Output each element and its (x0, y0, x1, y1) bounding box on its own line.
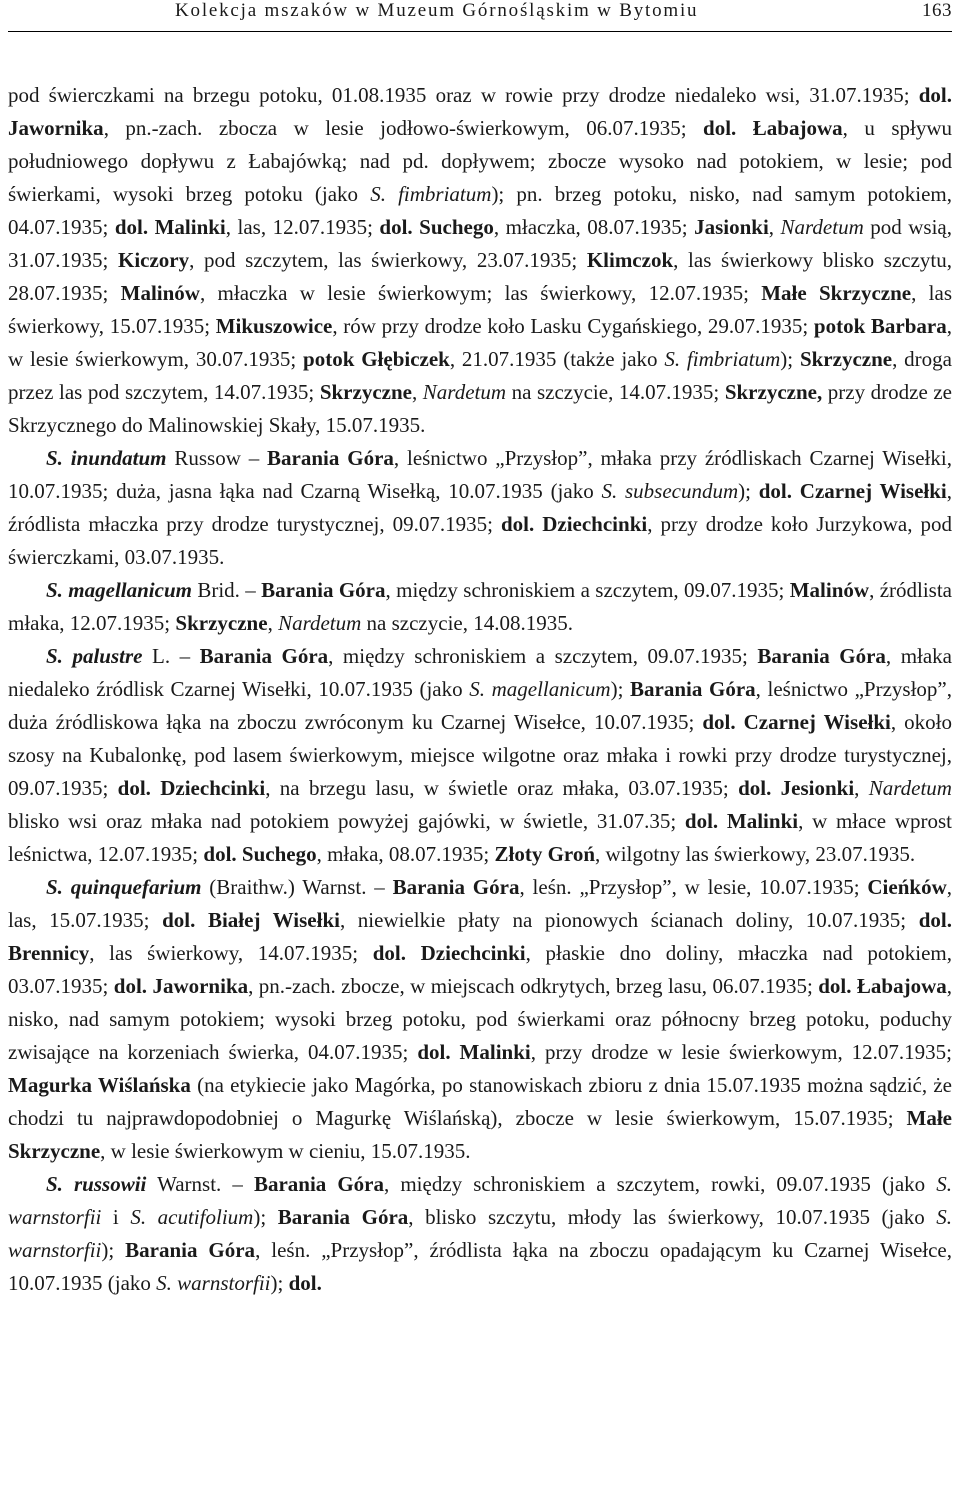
paragraph-s-magellanicum (8, 574, 952, 640)
text-run: , pn.-zach. zbocza w lesie jodłowo-świerkowym, 06.07.1935; (103, 116, 704, 140)
bold-run: Małe Skrzyczne (8, 1106, 952, 1163)
bold-run: dol. (288, 1271, 322, 1295)
bold-run: dol. Łabajowa (818, 974, 947, 998)
italic-run: Nardetum (422, 380, 507, 404)
bold-run: dol. Suchego (203, 842, 317, 866)
text-run: ); (610, 677, 631, 701)
text-run: przy drodze ze Skrzycznego do Malinowskiej Skały, 15.07.1935. (8, 380, 953, 437)
text-run: , między schroniskiem a szczytem, rowki, 09.07.1935 (jako (384, 1172, 937, 1196)
italic-run: S. warnstorfii (156, 1271, 271, 1295)
species-name: S. russowii (46, 1172, 147, 1196)
bold-run: Barania Góra (253, 1172, 385, 1196)
text-run: , droga przez las pod szczytem, 14.07.1935; (8, 347, 952, 404)
bold-run: Barania Góra (392, 875, 520, 899)
paragraph-s-quinquefarium (8, 871, 952, 1168)
paragraph-continuation (8, 79, 952, 442)
italic-run: S. warnstorfii (8, 1205, 953, 1262)
bold-run: Skrzyczne (799, 347, 893, 371)
bold-run: dol. Dziechcinki (117, 776, 266, 800)
species-name: S. palustre (46, 644, 143, 668)
text-run: , przy drodze w lesie świerkowym, 12.07.1935; (530, 1040, 952, 1064)
text-run: , młaczka w lesie świerkowym; las świerkowy, 12.07.1935; (199, 281, 762, 305)
bold-run: dol. Malinki (114, 215, 226, 239)
bold-run: Barania Góra (277, 1205, 409, 1229)
italic-run: Nardetum (868, 776, 952, 800)
bold-run: Złoty Groń (494, 842, 596, 866)
text-run: , nisko, nad samym potokiem; wysoki brzeg potoku, pod świerkami oraz północny brzeg potoku, poduchy zwisające na korzeniach świerka, 04.07.1935; (8, 974, 953, 1064)
text-run: , przy drodze koło Jurzykowa, pod świerczkami, 03.07.1935. (8, 512, 952, 569)
text-run: , blisko szczytu, młody las świerkowy, 10.07.1935 (jako (408, 1205, 937, 1229)
italic-run: S. fimbriatum (664, 347, 781, 371)
text-run: , źródlista młaczka przy drodze turystycznej, 09.07.1935; (8, 479, 953, 536)
running-title: Kolekcja mszaków w Muzeum Górnośląskim w Bytomiu (175, 0, 699, 21)
text-run: , rów przy drodze koło Lasku Cygańskiego, 29.07.1935; (332, 314, 814, 338)
text-run: , młaczka, 08.07.1935; (493, 215, 695, 239)
text-run: na szczycie, 14.07.1935; (506, 380, 725, 404)
text-run: , pod szczytem, las świerkowy, 23.07.1935; (189, 248, 587, 272)
bold-run: Jasionki (694, 215, 769, 239)
text-run: blisko wsi oraz młaka nad potokiem powyżej gajówki, w świetle, 31.07.35; (8, 809, 685, 833)
text-run: , las świerkowy blisko szczytu, 28.07.1935; (8, 248, 952, 305)
bold-run: dol. Jawornika (113, 974, 249, 998)
text-run: , młaka, 08.07.1935; (316, 842, 495, 866)
text-run: , między schroniskiem a szczytem, 09.07.1935; (328, 644, 758, 668)
paragraph-s-inundatum (8, 442, 952, 574)
italic-run: S. subsecundum (601, 479, 739, 503)
bold-run: Barania Góra (199, 644, 329, 668)
bold-run: dol. Czarnej Wisełki (702, 710, 891, 734)
text-run: , (411, 380, 423, 404)
text-run: , w lesie świerkowym, 30.07.1935; (8, 314, 952, 371)
species-name: S. inundatum (46, 446, 167, 470)
bold-run: dol. Dziechcinki (372, 941, 526, 965)
italic-run: S. fimbriatum (370, 182, 492, 206)
text-run: , leśn. „Przysłop”, w lesie, 10.07.1935; (519, 875, 868, 899)
text-run: na szczycie, 14.08.1935. (361, 611, 573, 635)
bold-run: dol. Brennicy (8, 908, 953, 965)
bold-run: Klimczok (586, 248, 674, 272)
text-run: , u spływu południowego dopływu z Łabajówką; nad pd. dopływem; zbocze wysoko nad potokiem, w lesie; pod świerkami, wysoki brzeg potoku (jako (8, 116, 952, 206)
text-run: , las, 15.07.1935; (8, 875, 952, 932)
text-run: , młaka niedaleko źródlisk Czarnej Wisełki, 10.07.1935 (jako (8, 644, 953, 701)
bold-run: Skrzyczne, (724, 380, 823, 404)
italic-run: S. acutifolium (130, 1205, 254, 1229)
text-run: , na brzegu lasu, w świetle oraz młaka, 03.07.1935; (265, 776, 739, 800)
text-run: , 21.07.1935 (także jako (449, 347, 665, 371)
bold-run: potok Barbara (813, 314, 947, 338)
text-run: Warnst. – (146, 1172, 254, 1196)
bold-run: dol. Jesionki (738, 776, 855, 800)
body-text (8, 79, 952, 1300)
text-run: pod wsią, 31.07.1935; (8, 215, 952, 272)
text-run: (Braithw.) Warnst. – (201, 875, 393, 899)
text-run: , między schroniskiem a szczytem, 09.07.1935; (385, 578, 790, 602)
bold-run: Malinów (789, 578, 870, 602)
text-run: , leśnictwo „Przysłop”, duża źródliskowa łąka na zboczu zwróconym ku Czarnej Wisełce, 10.07.1935; (8, 677, 953, 734)
bold-run: Skrzyczne (319, 380, 412, 404)
bold-run: Barania Góra (261, 578, 386, 602)
paragraph-s-russowii (8, 1168, 952, 1300)
running-header (0, 0, 960, 34)
text-run: , las, 12.07.1935; (225, 215, 380, 239)
text-run: , las świerkowy, 14.07.1935; (89, 941, 373, 965)
text-run: ); (270, 1271, 289, 1295)
bold-run: dol. Łabajowa (703, 116, 843, 140)
text-run: ); (101, 1238, 126, 1262)
bold-run: Barania Góra (267, 446, 394, 470)
bold-run: Cieńków (867, 875, 947, 899)
text-run: ); (253, 1205, 278, 1229)
text-run: pod świerczkami na brzegu potoku, 01.08.1935 oraz w rowie przy drodze niedaleko wsi, 31.07.1935; (8, 83, 919, 107)
bold-run: Skrzyczne (175, 611, 268, 635)
page-number: 163 (922, 0, 952, 21)
text-run: Brid. – (191, 578, 262, 602)
bold-run: Małe Skrzyczne (761, 281, 912, 305)
text-run: , w lesie świerkowym w cieniu, 15.07.1935. (100, 1139, 471, 1163)
text-run: Russow – (166, 446, 268, 470)
text-run: , źródlista młaka, 12.07.1935; (8, 578, 952, 635)
text-run: , (267, 611, 279, 635)
bold-run: dol. Jawornika (8, 83, 952, 140)
text-run: ); pn. brzeg potoku, nisko, nad samym potokiem, 04.07.1935; (8, 182, 952, 239)
text-run: (na etykiecie jako Magórka, po stanowiskach zbioru z dnia 15.07.1935 można sądzić, że chodzi tu najprawdopodobniej o Magurkę Wiślańską), zbocze w lesie świerkowym, 15.07.1935; (8, 1073, 952, 1130)
bold-run: Barania Góra (757, 644, 886, 668)
text-run: , niewielkie płaty na pionowych ścianach doliny, 10.07.1935; (339, 908, 919, 932)
bold-run: potok Głębiczek (303, 347, 450, 371)
italic-run: S. magellanicum (469, 677, 611, 701)
bold-run: dol. Suchego (379, 215, 494, 239)
bold-run: dol. Białej Wisełki (162, 908, 340, 932)
text-run: , leśn. „Przysłop”, źródlista łąka na zboczu opadającym ku Czarnej Wisełce, 10.07.1935 (jako (8, 1238, 952, 1295)
text-run: L. – (142, 644, 200, 668)
species-name: S. quinquefarium (46, 875, 202, 899)
bold-run: dol. Malinki (417, 1040, 531, 1064)
text-run: , pn.-zach. zbocze, w miejscach odkrytych, brzeg lasu, 06.07.1935; (248, 974, 819, 998)
text-run: ); (780, 347, 800, 371)
bold-run: Barania Góra (630, 677, 756, 701)
paragraph-s-palustre (8, 640, 952, 871)
text-run: i (101, 1205, 131, 1229)
italic-run: S. warnstorfii (8, 1172, 952, 1229)
text-run: , las świerkowy, 15.07.1935; (8, 281, 953, 338)
text-run: , wilgotny las świerkowy, 23.07.1935. (595, 842, 916, 866)
header-rule (8, 31, 952, 32)
bold-run: Barania Góra (125, 1238, 256, 1262)
text-run: , leśnictwo „Przysłop”, młaka przy źródliskach Czarnej Wisełki, 10.07.1935; duża, jasna łąka nad Czarną Wisełką, 10.07.1935 (jako (8, 446, 952, 503)
text-run: , w młace wprost leśnictwa, 12.07.1935; (8, 809, 952, 866)
italic-run: Nardetum (780, 215, 864, 239)
bold-run: Kiczory (117, 248, 190, 272)
bold-run: dol. Dziechcinki (500, 512, 648, 536)
bold-run: dol. Czarnej Wisełki (758, 479, 947, 503)
italic-run: Nardetum (278, 611, 362, 635)
text-run: , (854, 776, 869, 800)
species-name: S. magellanicum (46, 578, 192, 602)
bold-run: Mikuszowice (215, 314, 333, 338)
text-run: ); (738, 479, 759, 503)
bold-run: Magurka Wiślańska (8, 1073, 191, 1097)
bold-run: Malinów (120, 281, 200, 305)
bold-run: dol. Malinki (684, 809, 799, 833)
text-run: , płaskie dno doliny, młaczka nad potokiem, 03.07.1935; (8, 941, 953, 998)
text-run: , (768, 215, 781, 239)
text-run: , około szosy na Kubalonkę, pod lasem świerkowym, miejsce wilgotne oraz młaka i rowki przy drodze turystycznej, 09.07.1935; (8, 710, 952, 800)
